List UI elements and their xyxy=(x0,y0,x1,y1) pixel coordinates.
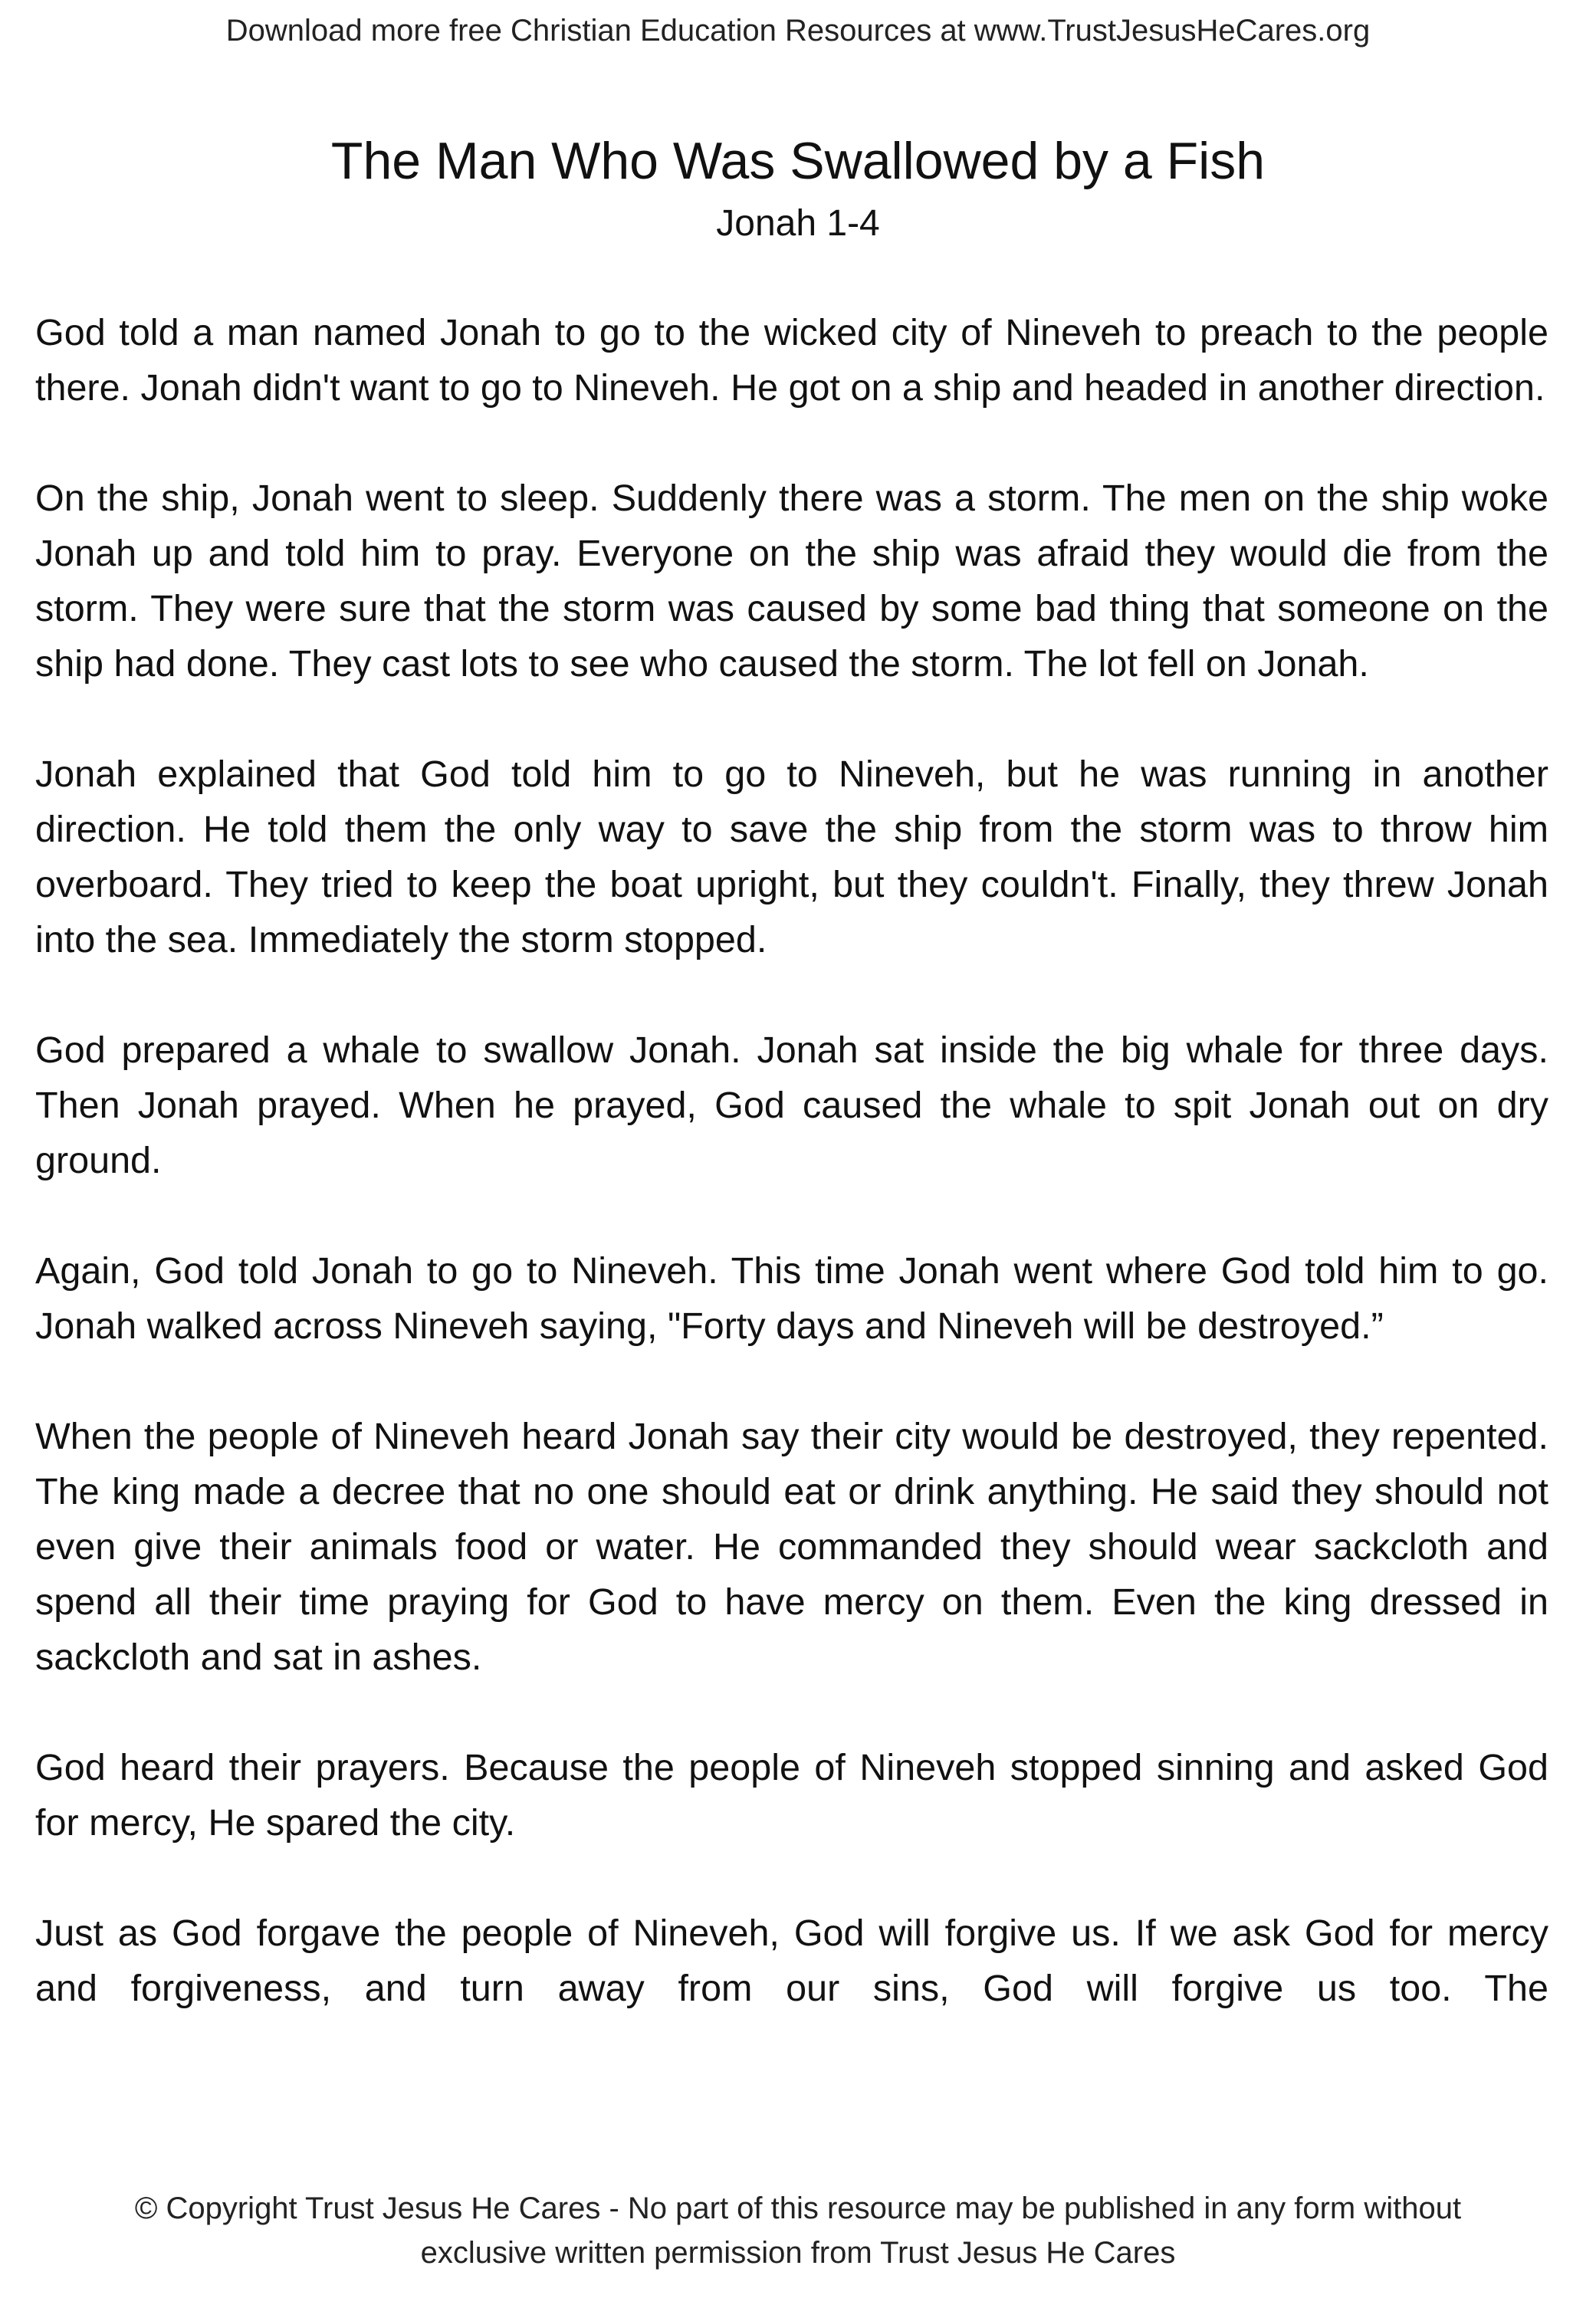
copyright-line-1: © Copyright Trust Jesus He Cares - No part of this resource may be published in any form without xyxy=(134,2192,1462,2225)
story-paragraph: Just as God forgave the people of Nineveh, God will forgive us. If we ask God for mercy and forgiveness, and turn away from our sins, God will forgive us too. The xyxy=(35,1913,1548,2009)
story-paragraph: God told a man named Jonah to go to the wicked city of Nineveh to preach to the people there. Jonah didn't want to go to Nineveh. He got on a ship and headed in another direction. xyxy=(35,312,1548,409)
story-paragraph: On the ship, Jonah went to sleep. Suddenly there was a storm. The men on the ship woke Jonah up and told him to pray. Everyone on the ship was afraid they would die from the storm. They were sure that the storm was caused by some bad thing that someone on the ship had done. They cast lots to see who caused the storm. The lot fell on Jonah. xyxy=(35,478,1548,685)
copyright-line-2: exclusive written permission from Trust Jesus He Cares xyxy=(420,2236,1176,2270)
story-paragraph: When the people of Nineveh heard Jonah say their city would be destroyed, they repented. The king made a decree that no one should eat or drink anything. He said they should not even give their animals food or water. He commanded they should wear sackcloth and spend all their time praying for God to have mercy on them. Even the king dressed in sackcloth and sat in ashes. xyxy=(35,1416,1548,1678)
download-resources-note: Download more free Christian Education Resources at www.TrustJesusHeCares.org xyxy=(225,14,1371,48)
story-paragraph: God heard their prayers. Because the people of Nineveh stopped sinning and asked God for mercy, He spared the city. xyxy=(35,1747,1548,1844)
copyright-footer xyxy=(0,2186,1596,2275)
story-paragraph: Again, God told Jonah to go to Nineveh. This time Jonah went where God told him to go. Jonah walked across Nineveh saying, "Forty days and Nineveh will be destroyed.” xyxy=(35,1250,1548,1347)
story-paragraph: God prepared a whale to swallow Jonah. Jonah sat inside the big whale for three days. Then Jonah prayed. When he prayed, God caused the whale to spit Jonah out on dry ground. xyxy=(35,1029,1548,1181)
scripture-reference: Jonah 1-4 xyxy=(716,203,880,244)
page-title: The Man Who Was Swallowed by a Fish xyxy=(330,132,1266,190)
story-body xyxy=(35,305,1548,2071)
story-paragraph: Jonah explained that God told him to go to Nineveh, but he was running in another direction. He told them the only way to save the ship from the storm was to throw him overboard. They tried to keep the boat upright, but they couldn't. Finally, they threw Jonah into the sea. Immediately the storm stopped. xyxy=(35,754,1548,960)
